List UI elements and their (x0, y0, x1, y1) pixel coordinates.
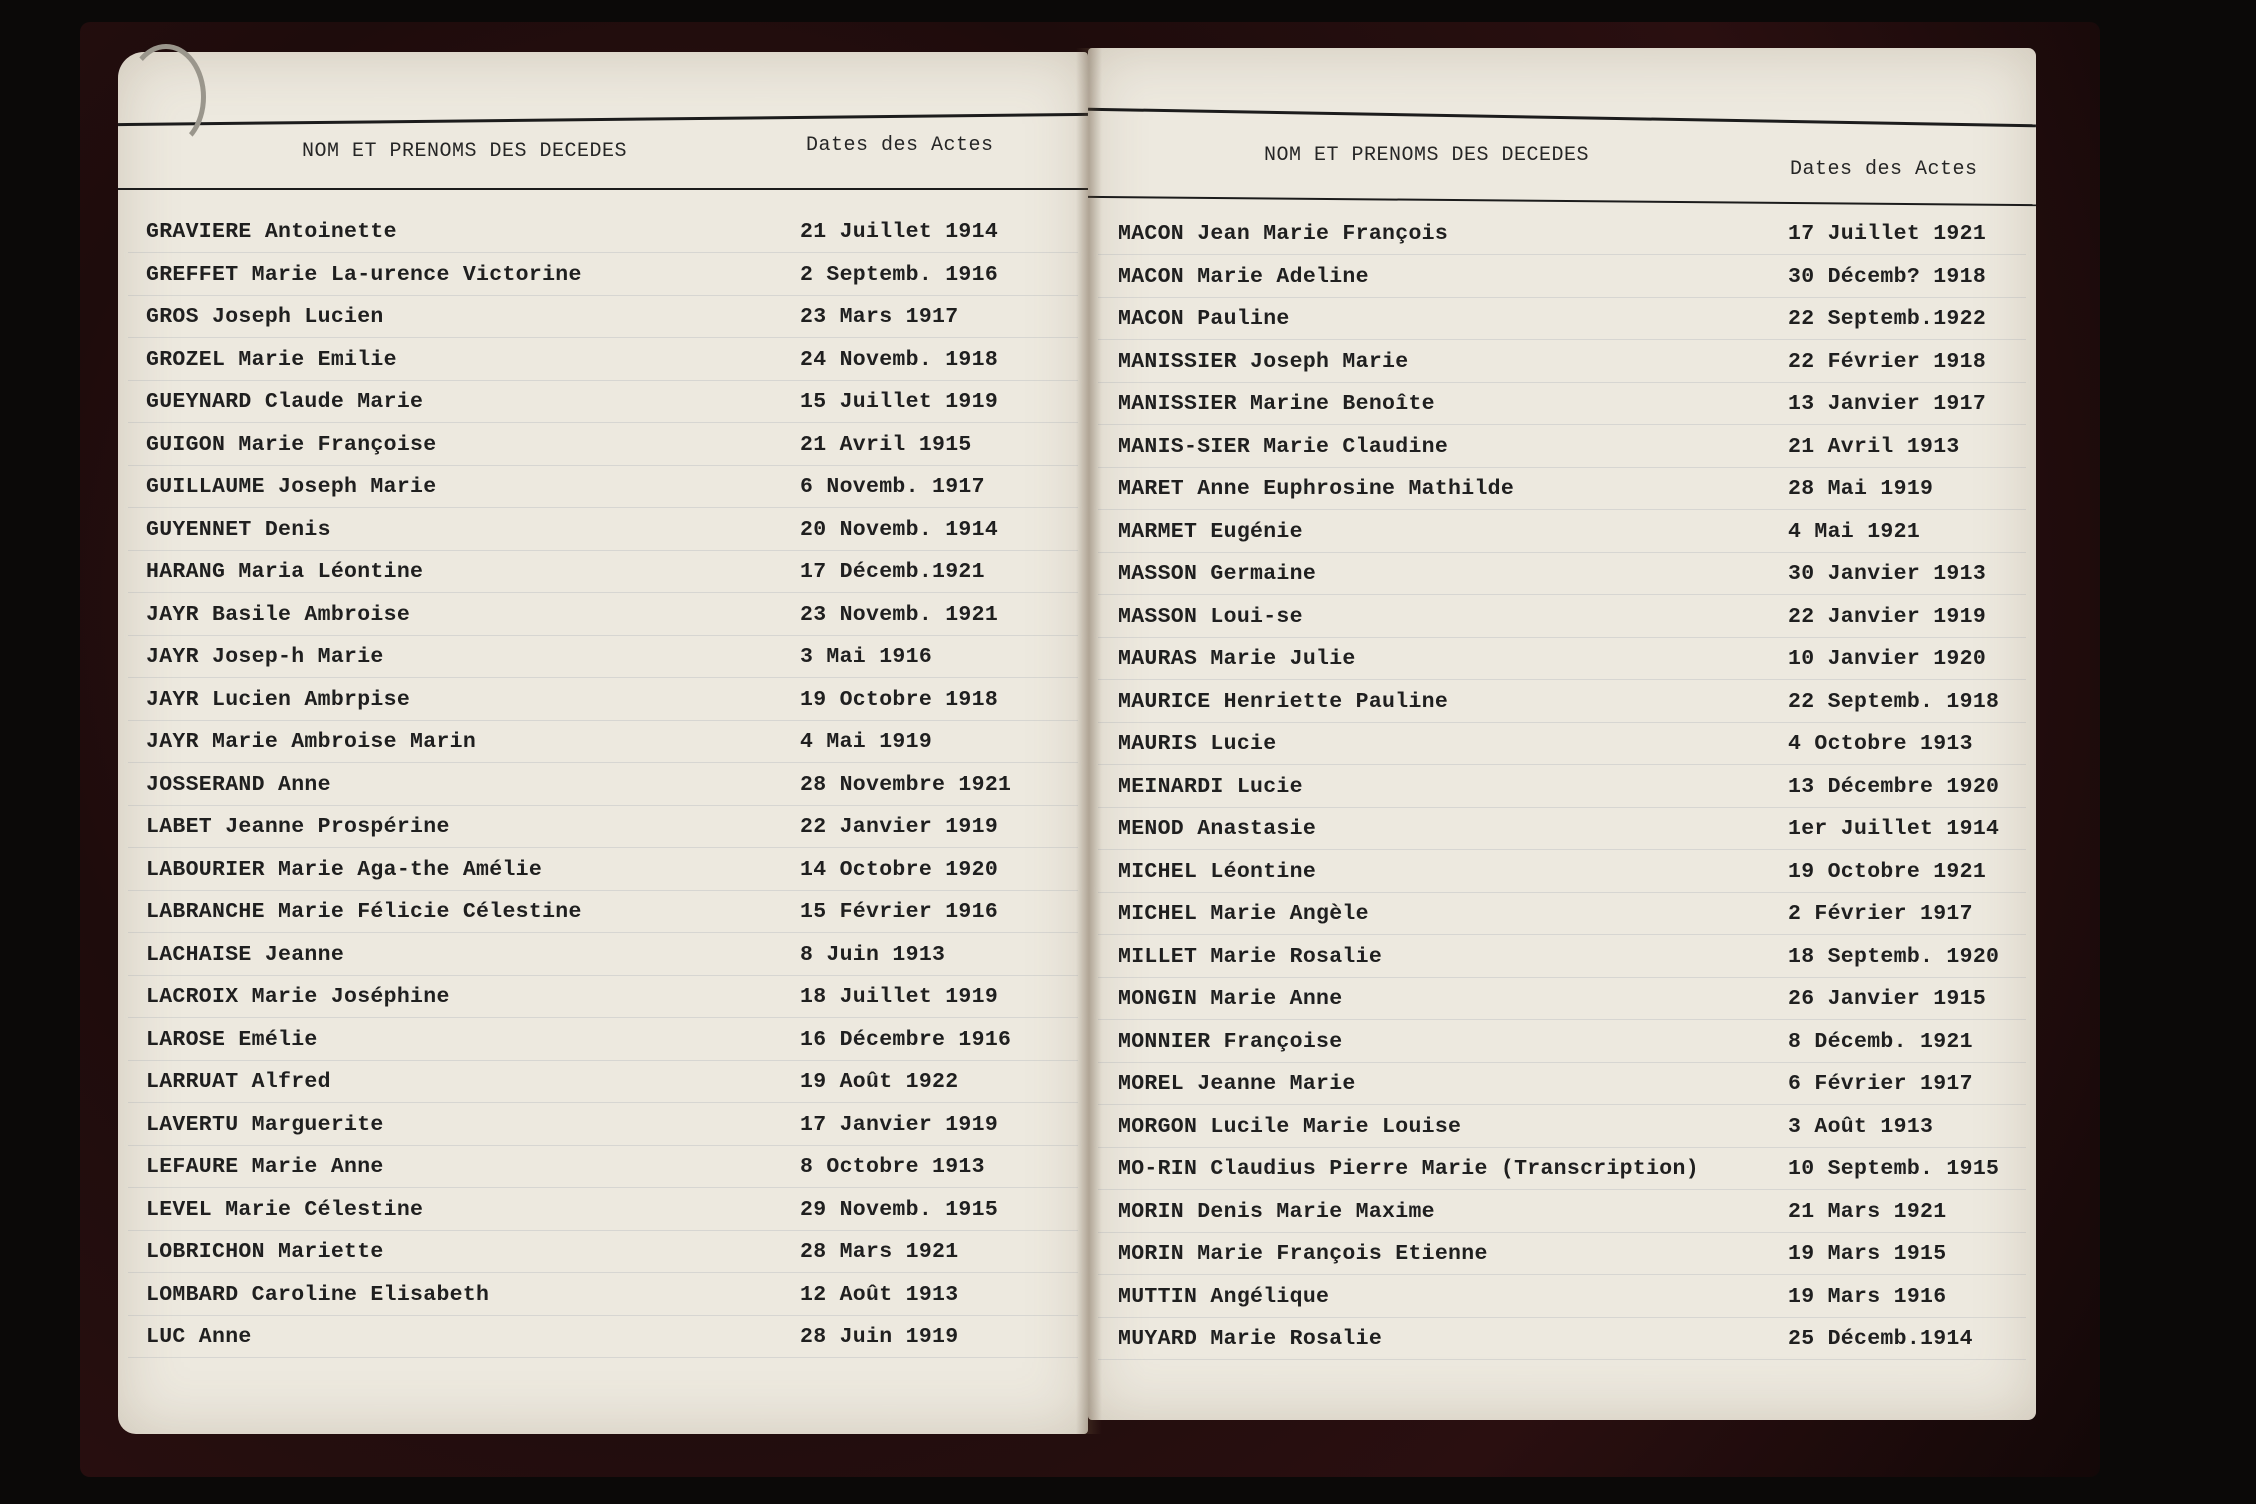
act-date: 8 Octobre 1913 (800, 1155, 985, 1179)
ruled-line (1098, 1062, 2026, 1063)
deceased-name: JOSSERAND Anne (146, 772, 331, 797)
ruled-line (128, 295, 1078, 296)
deceased-name: MANISSIER Marine Benoîte (1118, 392, 1435, 416)
act-date: 3 Mai 1916 (800, 645, 933, 669)
act-date: 28 Novembre 1921 (800, 772, 1012, 797)
entry-row (118, 1240, 1088, 1283)
act-date: 4 Mai 1921 (1788, 519, 1921, 544)
act-date: 17 Juillet 1921 (1788, 222, 1987, 246)
entry-row (118, 773, 1088, 816)
ruled-line (128, 762, 1078, 763)
ruled-line (1098, 1359, 2026, 1360)
act-date: 21 Juillet 1914 (800, 220, 999, 244)
entry-row (1088, 307, 2036, 350)
entry-row (118, 1113, 1088, 1156)
entry-row (118, 645, 1088, 688)
ruled-line (128, 252, 1078, 253)
ruled-line (1098, 637, 2026, 638)
ruled-line (1098, 764, 2026, 765)
entry-row (1088, 350, 2036, 393)
entry-row (1088, 1157, 2036, 1200)
ruled-line (1098, 679, 2026, 680)
entry-row (118, 900, 1088, 943)
entry-row (1088, 1072, 2036, 1115)
deceased-name: GREFFET Marie La-urence Victorine (146, 262, 582, 287)
ruled-line (1098, 1189, 2026, 1190)
act-date: 16 Décembre 1916 (800, 1027, 1012, 1052)
act-date: 3 Août 1913 (1788, 1114, 1934, 1139)
deceased-name: MICHEL Léontine (1118, 859, 1317, 884)
left-header-date: Dates des Actes (806, 134, 994, 157)
ruled-line (1098, 1232, 2026, 1233)
deceased-name: GROZEL Marie Emilie (146, 347, 397, 372)
deceased-name: MORIN Marie François Etienne (1118, 1242, 1488, 1266)
act-date: 19 Août 1922 (800, 1070, 959, 1094)
deceased-name: LABET Jeanne Prospérine (146, 815, 450, 839)
deceased-name: MAURICE Henriette Pauline (1118, 689, 1449, 714)
deceased-name: MASSON Loui-se (1118, 604, 1303, 629)
deceased-name: JAYR Lucien Ambrpise (146, 687, 411, 712)
ruled-line (128, 465, 1078, 466)
act-date: 10 Septemb. 1915 (1788, 1157, 2000, 1181)
right-header-name: NOM ET PRENOMS DES DECEDES (1264, 144, 1590, 167)
entry-row (118, 220, 1088, 263)
act-date: 4 Mai 1919 (800, 730, 933, 754)
entry-row (1088, 1242, 2036, 1285)
entry-row (118, 815, 1088, 858)
entry-row (118, 433, 1088, 476)
act-date: 18 Juillet 1919 (800, 985, 999, 1009)
act-date: 19 Octobre 1918 (800, 687, 999, 712)
deceased-name: GUEYNARD Claude Marie (146, 390, 424, 414)
act-date: 1er Juillet 1914 (1788, 817, 2000, 841)
ruled-line (128, 1357, 1078, 1358)
deceased-name: MANISSIER Joseph Marie (1118, 349, 1409, 374)
ruled-line (1098, 722, 2026, 723)
act-date: 4 Octobre 1913 (1788, 732, 1973, 756)
entry-row (1088, 987, 2036, 1030)
ruled-line (1098, 424, 2026, 425)
act-date: 2 Février 1917 (1788, 902, 1973, 926)
deceased-name: LOBRICHON Mariette (146, 1240, 384, 1264)
deceased-name: GUILLAUME Joseph Marie (146, 475, 437, 499)
deceased-name: MACON Marie Adeline (1118, 264, 1369, 289)
header-bottom-rule (1088, 196, 2036, 206)
deceased-name: LABOURIER Marie Aga-the Amélie (146, 857, 543, 882)
ruled-line (128, 380, 1078, 381)
deceased-name: LUC Anne (146, 1325, 252, 1349)
deceased-name: MENOD Anastasie (1118, 817, 1317, 841)
entry-row (118, 305, 1088, 348)
book-gutter (1076, 48, 1102, 1434)
ruled-line (128, 805, 1078, 806)
act-date: 12 Août 1913 (800, 1282, 959, 1307)
act-date: 13 Décembre 1920 (1788, 774, 2000, 799)
entry-row (1088, 1115, 2036, 1158)
act-date: 29 Novemb. 1915 (800, 1197, 999, 1222)
ruled-line (128, 847, 1078, 848)
deceased-name: MOREL Jeanne Marie (1118, 1072, 1356, 1096)
act-date: 14 Octobre 1920 (800, 857, 999, 882)
ruled-line (1098, 467, 2026, 468)
ruled-line (128, 720, 1078, 721)
deceased-name: MAURIS Lucie (1118, 732, 1277, 756)
deceased-name: MICHEL Marie Angèle (1118, 902, 1369, 926)
entry-row (118, 943, 1088, 986)
entry-row (118, 518, 1088, 561)
deceased-name: LARRUAT Alfred (146, 1070, 331, 1094)
ruled-line (128, 337, 1078, 338)
entry-row (1088, 647, 2036, 690)
act-date: 2 Septemb. 1916 (800, 262, 999, 287)
ruled-line (128, 635, 1078, 636)
act-date: 25 Décemb.1914 (1788, 1327, 1973, 1351)
deceased-name: MONGIN Marie Anne (1118, 987, 1343, 1011)
act-date: 19 Mars 1915 (1788, 1242, 1947, 1266)
deceased-name: HARANG Maria Léontine (146, 560, 424, 584)
entry-row (1088, 817, 2036, 860)
entry-row (1088, 860, 2036, 903)
entry-row (1088, 477, 2036, 520)
ruled-line (1098, 807, 2026, 808)
entry-row (118, 1070, 1088, 1113)
act-date: 21 Avril 1915 (800, 432, 972, 457)
ruled-line (1098, 339, 2026, 340)
ruled-line (1098, 382, 2026, 383)
entry-row (118, 1198, 1088, 1241)
entry-row (118, 985, 1088, 1028)
entry-row (1088, 605, 2036, 648)
entry-row (1088, 222, 2036, 265)
act-date: 28 Mai 1919 (1788, 477, 1934, 501)
act-date: 13 Janvier 1917 (1788, 392, 1987, 416)
entry-row (118, 1028, 1088, 1071)
entry-row (1088, 392, 2036, 435)
ruled-line (1098, 977, 2026, 978)
deceased-name: GUYENNET Denis (146, 517, 331, 542)
ruled-line (128, 592, 1078, 593)
right-entries-list (1088, 222, 2036, 1370)
deceased-name: MAURAS Marie Julie (1118, 647, 1356, 671)
ruled-line (1098, 509, 2026, 510)
header-top-rule (1088, 108, 2036, 128)
entry-row (1088, 690, 2036, 733)
ruled-line (1098, 1274, 2026, 1275)
left-page (118, 52, 1088, 1434)
ruled-line (128, 1187, 1078, 1188)
entry-row (118, 475, 1088, 518)
entry-row (118, 560, 1088, 603)
ruled-line (128, 1272, 1078, 1273)
deceased-name: MASSON Germaine (1118, 562, 1317, 586)
deceased-name: MORIN Denis Marie Maxime (1118, 1199, 1435, 1224)
entry-row (118, 263, 1088, 306)
ruled-line (128, 677, 1078, 678)
act-date: 22 Janvier 1919 (800, 815, 999, 839)
entry-row (118, 1325, 1088, 1368)
act-date: 30 Décemb? 1918 (1788, 264, 1987, 289)
header-bottom-rule (118, 188, 1088, 190)
act-date: 17 Janvier 1919 (800, 1112, 999, 1137)
ruled-line (1098, 1104, 2026, 1105)
ruled-line (128, 422, 1078, 423)
ruled-line (1098, 849, 2026, 850)
ruled-line (1098, 934, 2026, 935)
ruled-line (128, 1060, 1078, 1061)
entry-row (118, 688, 1088, 731)
act-date: 15 Juillet 1919 (800, 390, 999, 414)
act-date: 23 Mars 1917 (800, 305, 959, 329)
ruled-line (128, 550, 1078, 551)
act-date: 28 Juin 1919 (800, 1325, 959, 1349)
entry-row (118, 1283, 1088, 1326)
act-date: 15 Février 1916 (800, 900, 999, 924)
deceased-name: LACROIX Marie Joséphine (146, 985, 450, 1009)
deceased-name: MUYARD Marie Rosalie (1118, 1327, 1383, 1351)
act-date: 23 Novemb. 1921 (800, 602, 999, 627)
deceased-name: MEINARDI Lucie (1118, 774, 1303, 799)
deceased-name: LEVEL Marie Célestine (146, 1197, 424, 1222)
ruled-line (128, 507, 1078, 508)
ruled-line (128, 1230, 1078, 1231)
act-date: 19 Octobre 1921 (1788, 859, 1987, 884)
ruled-line (128, 932, 1078, 933)
act-date: 17 Décemb.1921 (800, 560, 985, 584)
entry-row (1088, 732, 2036, 775)
ruled-line (128, 890, 1078, 891)
deceased-name: LACHAISE Jeanne (146, 942, 345, 967)
ruled-line (1098, 1147, 2026, 1148)
right-page (1088, 48, 2036, 1420)
entry-row (1088, 435, 2036, 478)
entry-row (1088, 1200, 2036, 1243)
entry-row (1088, 1285, 2036, 1328)
deceased-name: LABRANCHE Marie Félicie Célestine (146, 900, 582, 924)
entry-row (118, 603, 1088, 646)
entry-row (118, 1155, 1088, 1198)
right-header-date: Dates des Actes (1790, 158, 1978, 181)
deceased-name: MARMET Eugénie (1118, 519, 1303, 544)
deceased-name: MONNIER Françoise (1118, 1029, 1343, 1054)
ruled-line (1098, 1019, 2026, 1020)
entry-row (1088, 520, 2036, 563)
ruled-line (1098, 892, 2026, 893)
ruled-line (128, 1017, 1078, 1018)
ruled-line (128, 1315, 1078, 1316)
deceased-name: MUTTIN Angélique (1118, 1284, 1330, 1309)
entry-row (1088, 562, 2036, 605)
act-date: 26 Janvier 1915 (1788, 987, 1987, 1011)
header-top-rule (118, 113, 1088, 126)
act-date: 6 Novemb. 1917 (800, 475, 985, 499)
deceased-name: LEFAURE Marie Anne (146, 1155, 384, 1179)
deceased-name: MORGON Lucile Marie Louise (1118, 1114, 1462, 1139)
deceased-name: MACON Jean Marie François (1118, 222, 1449, 246)
act-date: 6 Février 1917 (1788, 1072, 1973, 1096)
ruled-line (1098, 1317, 2026, 1318)
entry-row (1088, 265, 2036, 308)
act-date: 21 Mars 1921 (1788, 1199, 1947, 1224)
act-date: 22 Septemb. 1918 (1788, 689, 2000, 714)
act-date: 19 Mars 1916 (1788, 1284, 1947, 1309)
entry-row (1088, 1327, 2036, 1370)
act-date: 24 Novemb. 1918 (800, 347, 999, 372)
entry-row (1088, 945, 2036, 988)
left-entries-list (118, 220, 1088, 1368)
deceased-name: MARET Anne Euphrosine Mathilde (1118, 477, 1515, 501)
act-date: 22 Février 1918 (1788, 349, 1987, 374)
act-date: 30 Janvier 1913 (1788, 562, 1987, 586)
ruled-line (1098, 552, 2026, 553)
ruled-line (1098, 254, 2026, 255)
deceased-name: GROS Joseph Lucien (146, 305, 384, 329)
act-date: 8 Juin 1913 (800, 942, 946, 967)
deceased-name: MACON Pauline (1118, 307, 1290, 331)
act-date: 8 Décemb. 1921 (1788, 1029, 1973, 1054)
ruled-line (1098, 594, 2026, 595)
act-date: 21 Avril 1913 (1788, 434, 1960, 459)
deceased-name: JAYR Marie Ambroise Marin (146, 730, 477, 754)
act-date: 22 Janvier 1919 (1788, 604, 1987, 629)
deceased-name: MILLET Marie Rosalie (1118, 944, 1383, 969)
entry-row (1088, 1030, 2036, 1073)
act-date: 10 Janvier 1920 (1788, 647, 1987, 671)
act-date: 20 Novemb. 1914 (800, 517, 999, 542)
entry-row (118, 858, 1088, 901)
entry-row (118, 730, 1088, 773)
deceased-name: GUIGON Marie Françoise (146, 432, 437, 457)
entry-row (1088, 902, 2036, 945)
deceased-name: LAROSE Emélie (146, 1027, 318, 1052)
act-date: 22 Septemb.1922 (1788, 307, 1987, 331)
deceased-name: JAYR Basile Ambroise (146, 602, 411, 627)
entry-row (118, 390, 1088, 433)
deceased-name: GRAVIERE Antoinette (146, 220, 397, 244)
deceased-name: JAYR Josep-h Marie (146, 645, 384, 669)
act-date: 28 Mars 1921 (800, 1240, 959, 1264)
left-header-name: NOM ET PRENOMS DES DECEDES (302, 140, 628, 163)
ruled-line (128, 975, 1078, 976)
entry-row (118, 348, 1088, 391)
ruled-line (128, 1145, 1078, 1146)
deceased-name: LAVERTU Marguerite (146, 1112, 384, 1137)
deceased-name: MANIS-SIER Marie Claudine (1118, 434, 1449, 459)
ruled-line (1098, 297, 2026, 298)
entry-row (1088, 775, 2036, 818)
binder-ring (126, 44, 206, 150)
ruled-line (128, 1102, 1078, 1103)
deceased-name: LOMBARD Caroline Elisabeth (146, 1282, 490, 1307)
deceased-name: MO-RIN Claudius Pierre Marie (Transcription) (1118, 1157, 1699, 1181)
act-date: 18 Septemb. 1920 (1788, 944, 2000, 969)
